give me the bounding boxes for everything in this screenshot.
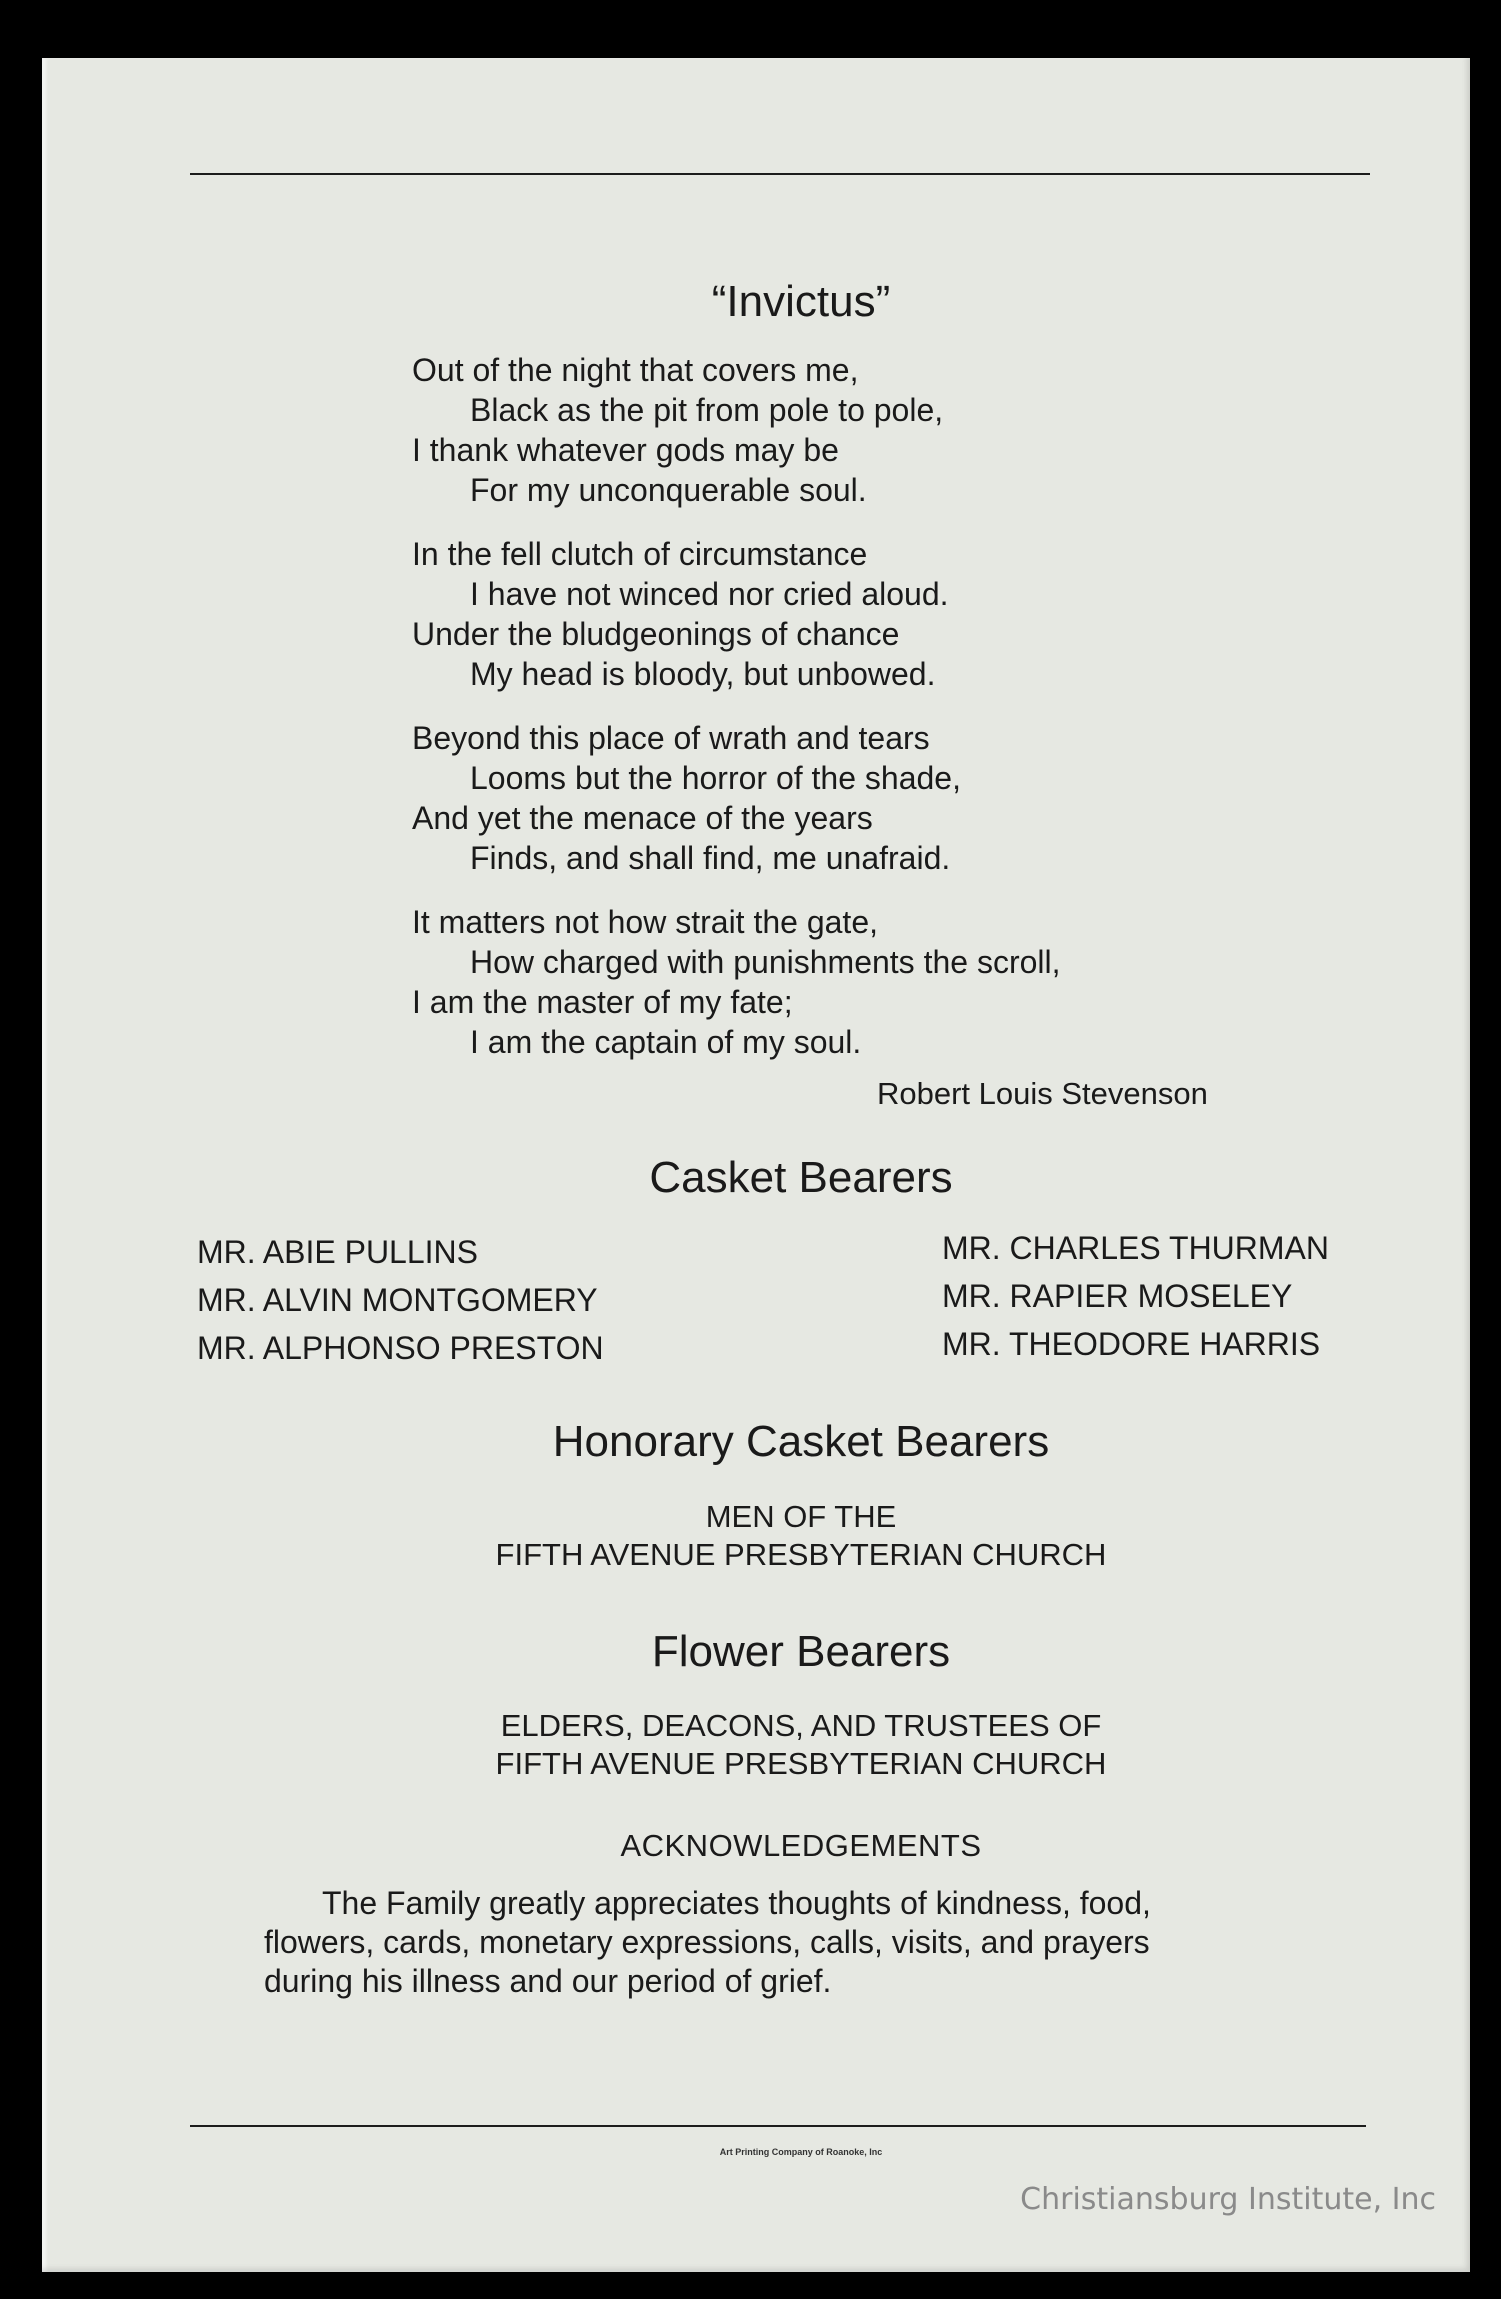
poem-line: Out of the night that covers me, (412, 352, 859, 388)
watermark-text: Christiansburg Institute, Inc (1020, 2182, 1436, 2217)
program-page (42, 58, 1470, 2272)
poem-line: Finds, and shall find, me unafraid. (470, 840, 951, 876)
flower-bearers-heading: Flower Bearers (651, 1627, 951, 1676)
casket-bearers-right-column (942, 1224, 1329, 1368)
poem-line: In the fell clutch of circumstance (412, 536, 868, 572)
honorary-bearers-heading: Honorary Casket Bearers (552, 1417, 1050, 1466)
poem-author: Robert Louis Stevenson (877, 1076, 1208, 1111)
poem-stanza-2 (412, 534, 1312, 694)
poem-stanza-4 (412, 902, 1312, 1062)
casket-bearers-left-column (197, 1228, 604, 1372)
honorary-line: MEN OF THE (705, 1499, 897, 1534)
poem-line: I thank whatever gods may be (412, 432, 839, 468)
poem-line: My head is bloody, but unbowed. (470, 656, 936, 692)
poem-title: “Invictus” (711, 277, 891, 326)
flower-line: ELDERS, DEACONS, AND TRUSTEES OF (500, 1708, 1102, 1743)
acknowledgement-line: The Family greatly appreciates thoughts of kindness, food, (322, 1885, 1151, 1921)
poem-line: I am the captain of my soul. (470, 1024, 862, 1060)
poem-line: For my unconquerable soul. (470, 472, 867, 508)
poem-line: It matters not how strait the gate, (412, 904, 878, 940)
bearer-name: MR. THEODORE HARRIS (942, 1326, 1321, 1362)
poem-line: And yet the menace of the years (412, 800, 873, 836)
acknowledgement-line: flowers, cards, monetary expressions, calls, visits, and prayers (264, 1924, 1150, 1960)
poem-line: I have not winced nor cried aloud. (470, 576, 949, 612)
bearer-name: MR. CHARLES THURMAN (942, 1230, 1329, 1266)
bottom-rule (190, 2125, 1366, 2127)
poem-body (412, 350, 1312, 1086)
top-rule (190, 173, 1370, 175)
acknowledgements-heading: ACKNOWLEDGEMENTS (620, 1828, 982, 1863)
poem-stanza-3 (412, 718, 1312, 878)
bearer-name: MR. RAPIER MOSELEY (942, 1278, 1293, 1314)
honorary-bearers-text (132, 1498, 1470, 1574)
flower-bearers-text (132, 1707, 1470, 1783)
poem-line: Beyond this place of wrath and tears (412, 720, 930, 756)
acknowledgement-line: during his illness and our period of grief. (264, 1963, 832, 1999)
flower-line: FIFTH AVENUE PRESBYTERIAN CHURCH (495, 1746, 1107, 1781)
printer-credit: Art Printing Company of Roanoke, Inc (719, 2147, 883, 2157)
casket-bearers-heading: Casket Bearers (649, 1153, 953, 1202)
acknowledgements-text (264, 1884, 1344, 2001)
bearer-name: MR. ABIE PULLINS (197, 1234, 478, 1270)
poem-line: Looms but the horror of the shade, (470, 760, 961, 796)
poem-stanza-1 (412, 350, 1312, 510)
bearer-name: MR. ALVIN MONTGOMERY (197, 1282, 598, 1318)
poem-line: I am the master of my fate; (412, 984, 793, 1020)
honorary-line: FIFTH AVENUE PRESBYTERIAN CHURCH (495, 1537, 1107, 1572)
poem-line: Black as the pit from pole to pole, (470, 392, 944, 428)
bearer-name: MR. ALPHONSO PRESTON (197, 1330, 604, 1366)
poem-line: How charged with punishments the scroll, (470, 944, 1061, 980)
poem-line: Under the bludgeonings of chance (412, 616, 900, 652)
